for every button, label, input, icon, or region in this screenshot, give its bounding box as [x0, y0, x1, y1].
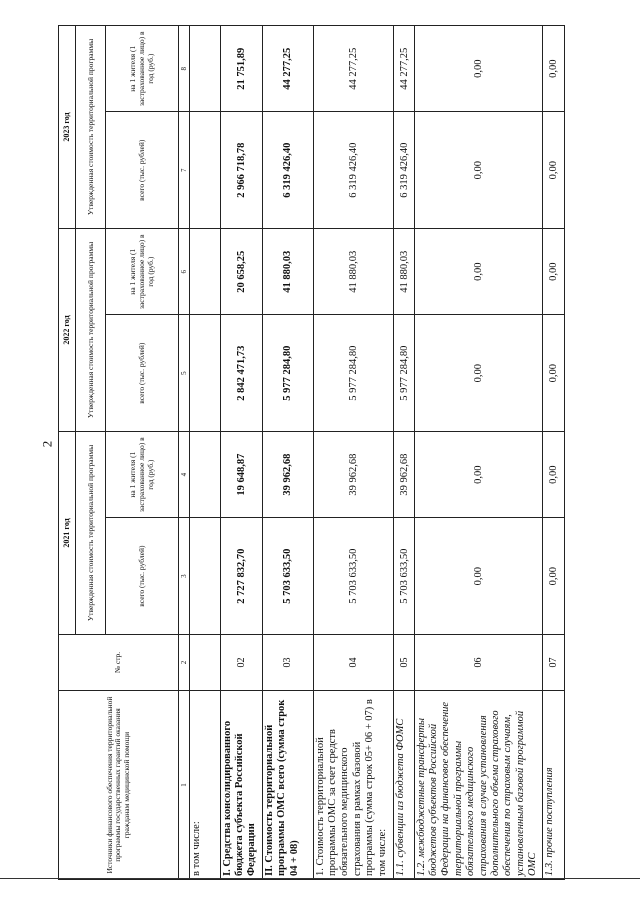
row-value: 21 751,89	[220, 26, 262, 112]
header-total: всего (тыс. рублей)	[106, 518, 179, 635]
header-approved-cost: Утвержденная стоимость территориальной программы	[76, 26, 106, 229]
financing-table	[58, 25, 565, 880]
row-label: 1.1. субвенции из бюджета ФОМС	[394, 691, 414, 880]
table-row	[414, 26, 542, 880]
row-value: 44 277,25	[394, 26, 414, 112]
row-label: 1.3. прочие поступления	[542, 691, 564, 880]
row-value: 0,00	[414, 315, 542, 432]
row-code	[190, 634, 220, 690]
row-value: 19 648,87	[220, 431, 262, 517]
header-total: всего (тыс. рублей)	[106, 315, 179, 432]
col-number: 3	[179, 518, 190, 635]
row-value: 0,00	[542, 112, 564, 229]
header-per-capita: на 1 жителя (1 застрахованное лицо) в год (руб.)	[106, 431, 179, 517]
header-per-capita: на 1 жителя (1 застрахованное лицо) в год (руб.)	[106, 229, 179, 315]
row-value: 0,00	[542, 431, 564, 517]
table-row	[542, 26, 564, 880]
row-value: 0,00	[414, 431, 542, 517]
page-number: 2	[39, 440, 55, 448]
header-per-capita: на 1 жителя (1 застрахованное лицо) в год (руб.)	[106, 26, 179, 112]
row-value: 0,00	[414, 229, 542, 315]
col-number: 2	[179, 634, 190, 690]
row-value: 6 319 426,40	[394, 112, 414, 229]
row-code: 03	[263, 634, 314, 690]
row-value: 0,00	[542, 518, 564, 635]
col-number: 8	[179, 26, 190, 112]
row-code: 02	[220, 634, 262, 690]
row-value: 44 277,25	[313, 26, 394, 112]
header-approved-cost: Утвержденная стоимость территориальной программы	[76, 229, 106, 432]
row-value: 5 977 284,80	[394, 315, 414, 432]
col-number: 6	[179, 229, 190, 315]
row-value: 0,00	[542, 229, 564, 315]
row-value	[190, 26, 220, 112]
row-value: 2 727 832,70	[220, 518, 262, 635]
header-row-no: № стр.	[59, 634, 179, 690]
row-code: 07	[542, 634, 564, 690]
row-code: 06	[414, 634, 542, 690]
row-code: 04	[313, 634, 394, 690]
row-value: 0,00	[414, 112, 542, 229]
table-row	[394, 26, 414, 880]
row-value: 5 977 284,80	[313, 315, 394, 432]
row-value	[190, 431, 220, 517]
table-body	[190, 26, 565, 880]
rotated-table-area	[58, 25, 565, 880]
header-total: всего (тыс. рублей)	[106, 112, 179, 229]
row-value: 41 880,03	[263, 229, 314, 315]
row-value: 2 966 718,78	[220, 112, 262, 229]
row-value: 39 962,68	[313, 431, 394, 517]
row-code: 05	[394, 634, 414, 690]
row-value	[190, 315, 220, 432]
table-row	[263, 26, 314, 880]
row-value: 2 842 471,73	[220, 315, 262, 432]
col-number: 4	[179, 431, 190, 517]
row-value: 0,00	[542, 26, 564, 112]
row-value: 5 703 633,50	[313, 518, 394, 635]
header-year-2021: 2021 год	[59, 431, 76, 634]
table-row	[220, 26, 262, 880]
row-value	[190, 518, 220, 635]
row-label: 1. Стоимость территориальной программы ОМС за счет средств обязательного медицинского страхования в рамках базовой программы (сумма строк 05+ 06 + 07) в том числе:	[313, 691, 394, 880]
table-row	[190, 26, 220, 880]
row-value: 44 277,25	[263, 26, 314, 112]
header-source: Источники финансового обеспечения территориальной программы государственных гарантий оказания гражданам медицинской помощи	[59, 691, 179, 880]
row-value: 0,00	[542, 315, 564, 432]
row-value: 5 977 284,80	[263, 315, 314, 432]
col-number: 7	[179, 112, 190, 229]
row-value: 0,00	[414, 26, 542, 112]
row-value	[190, 229, 220, 315]
row-value: 41 880,03	[313, 229, 394, 315]
row-value: 39 962,68	[263, 431, 314, 517]
row-label: 1.2. межбюджетные трансферты бюджетов субъектов Российской Федерации на финансовое обеспечение территориальной программы обязательного медицинского страхования в случае установления дополнительного объема страхового обеспечения по страховым случаям, установленным базовой программой ОМС	[414, 691, 542, 880]
row-value: 20 658,25	[220, 229, 262, 315]
page-bottom-rule	[0, 878, 640, 879]
row-label: I. Средства консолидированного бюджета субъекта Российской Федерации	[220, 691, 262, 880]
row-label: II. Стоимость территориальной программы ОМС всего (сумма строк 04 + 08)	[263, 691, 314, 880]
row-value: 5 703 633,50	[394, 518, 414, 635]
col-number: 1	[179, 691, 190, 880]
row-label: в том числе:	[190, 691, 220, 880]
header-approved-cost: Утвержденная стоимость территориальной программы	[76, 431, 106, 634]
row-value: 6 319 426,40	[313, 112, 394, 229]
header-year-2022: 2022 год	[59, 229, 76, 432]
table-row	[313, 26, 394, 880]
row-value: 41 880,03	[394, 229, 414, 315]
header-year-2023: 2023 год	[59, 26, 76, 229]
row-value: 5 703 633,50	[263, 518, 314, 635]
col-number: 5	[179, 315, 190, 432]
row-value: 0,00	[414, 518, 542, 635]
row-value: 39 962,68	[394, 431, 414, 517]
row-value	[190, 112, 220, 229]
row-value: 6 319 426,40	[263, 112, 314, 229]
